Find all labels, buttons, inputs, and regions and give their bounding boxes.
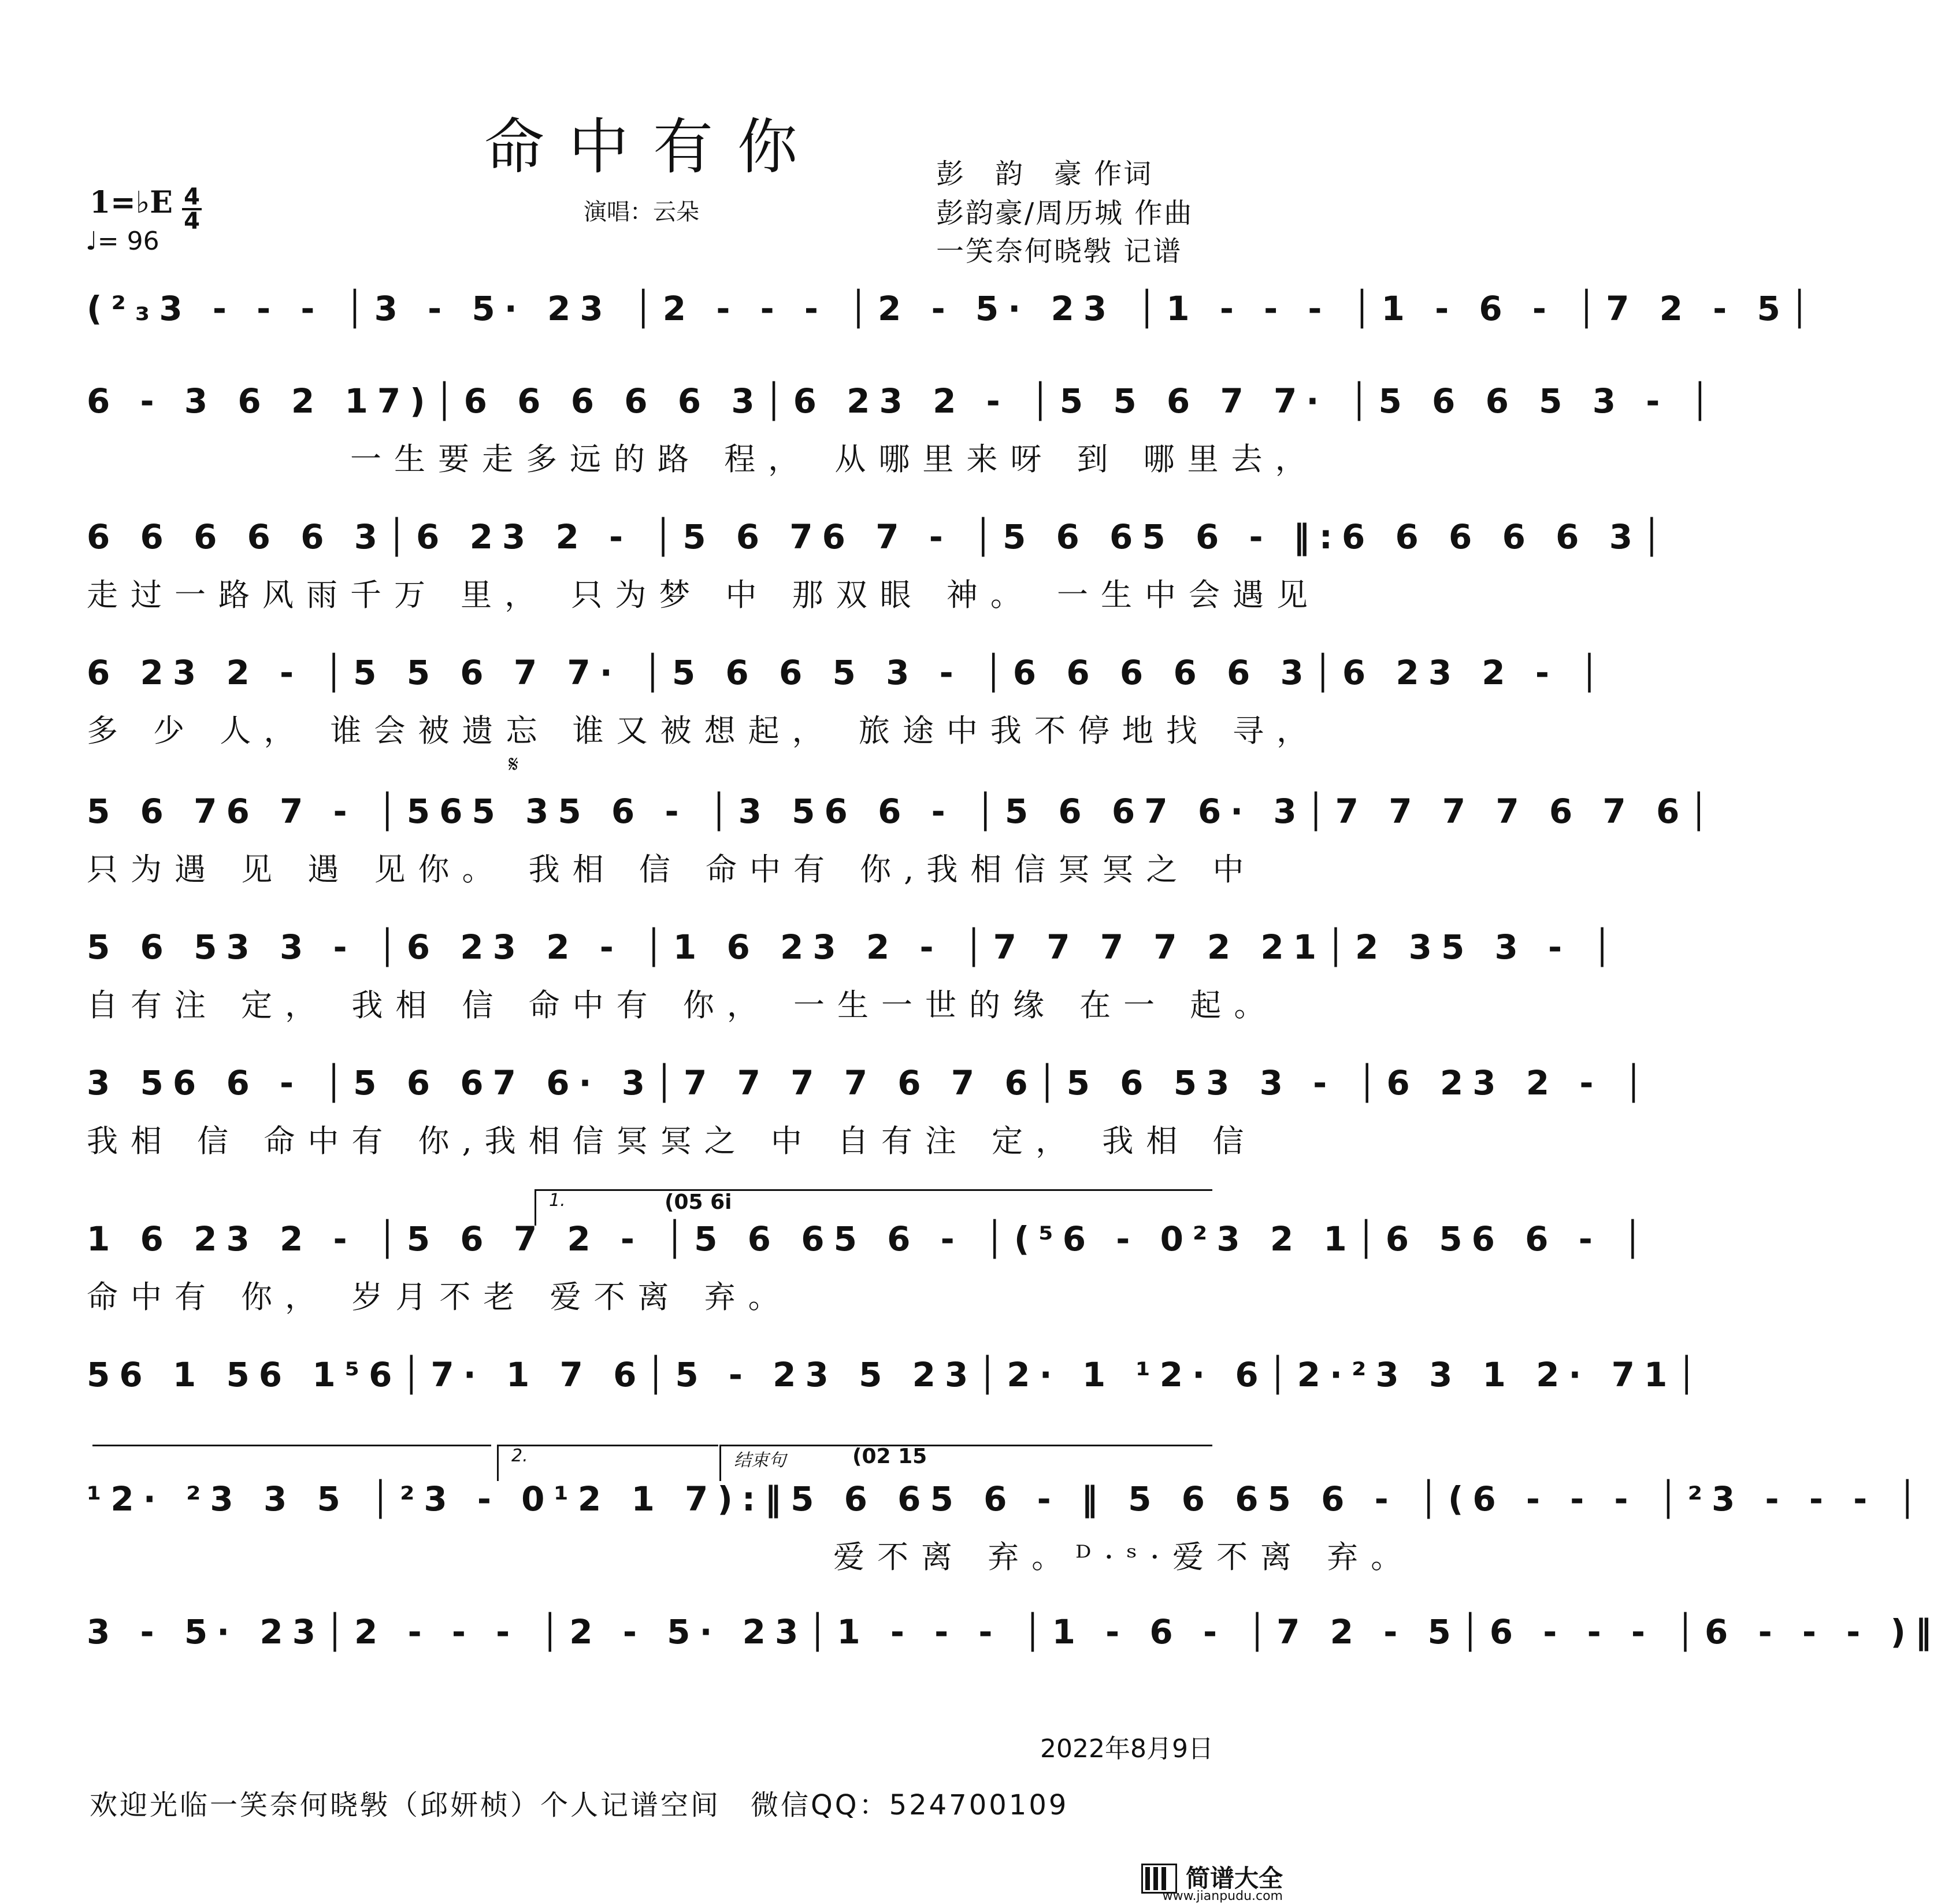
score-row-3 [87, 517, 1671, 633]
singer-credit: 演唱：云朵 [584, 199, 699, 225]
composer-credit: 彭韵豪/周历城 作曲 [936, 197, 1194, 229]
score-row-5 [87, 792, 1719, 907]
score-row-2 [87, 381, 1720, 497]
row-notes: 6 23 2 - │5 5 6 7 7· │5 6 6 5 3 - │6 6 6 6 6 3│6 23 2 - │ [87, 653, 1609, 692]
volta-2-label: 2. [511, 1446, 528, 1466]
footer-note: 欢迎光临一笑奈何晓斅（邱妍桢）个人记谱空间 微信QQ：524700109 [90, 1789, 1069, 1821]
row-notes: 3 56 6 - │5 6 67 6· 3│7 7 7 7 6 7 6│5 6 53 3 - │6 23 2 - │ [87, 1063, 1653, 1103]
logo-url: www.jianpudu.com [1162, 1889, 1283, 1903]
ending-label: 结束句 [734, 1450, 786, 1471]
tempo-marking: ♩= 96 [86, 227, 159, 256]
row-notes: 56 1 56 1⁵6│7· 1 7 6│5 - 23 5 23│2· 1 ¹2· 6│2·²3 3 1 2· 71│ [87, 1355, 1706, 1394]
volta-1-label: 1. [549, 1190, 566, 1211]
row-lyrics: 多 少 人， 谁会被遗忘 谁又被想起， 旅途中我不停地找 寻， [87, 712, 1320, 749]
logo-text: 简谱大全 [1185, 1864, 1283, 1892]
transcriber-credit: 一笑奈何晓斅 记谱 [936, 235, 1183, 268]
score-row-8 [87, 1219, 1652, 1335]
pickup-notes-2: (02 15 [852, 1445, 927, 1468]
row-notes: 5 6 76 7 - │565 35 6 - │3 56 6 - │5 6 67 6· 3│7 7 7 7 6 7 6│ [87, 792, 1719, 831]
time-signature-bottom: 4 [184, 208, 200, 235]
ending-bracket [719, 1445, 1212, 1481]
row-notes: ¹2· ²3 3 5 │²3 - 0¹2 1 7):‖5 6 65 6 - ‖ 5 6 65 6 - │(6 - - - │²3 - - - │ [87, 1479, 1927, 1519]
volta-2-bracket [497, 1445, 718, 1481]
score-row-11 [87, 1612, 1941, 1728]
segno-sign: 𝄋 [509, 751, 519, 778]
row-notes: (²₃3 - - - │3 - 5· 23 │2 - - - │2 - 5· 23 │1 - - - │1 - 6 - │7 2 - 5│ [87, 289, 1819, 328]
row-lyrics: 爱不离 弃。ᴰ·ˢ·爱不离 弃。 [87, 1539, 1415, 1575]
row-lyrics: 只为遇 见 遇 见你。 我相 信 命中有 你,我相信冥冥之 中 [87, 851, 1257, 888]
lyricist-credit: 彭 韵 豪 作词 [936, 158, 1153, 190]
time-signature-top: 4 [184, 184, 200, 210]
row-lyrics: 我相 信 命中有 你,我相信冥冥之 中 自有注 定， 我相 信 [87, 1123, 1257, 1159]
row-lyrics: 自有注 定， 我相 信 命中有 你， 一生一世的缘 在一 起。 [87, 987, 1278, 1023]
score-row-4 [87, 653, 1609, 769]
row-notes: 6 6 6 6 6 3│6 23 2 - │5 6 76 7 - │5 6 65 6 - ‖:6 6 6 6 6 3│ [87, 517, 1671, 556]
site-logo [1141, 1864, 1283, 1903]
song-title: 命中有你 [484, 112, 822, 182]
score-row-7 [87, 1063, 1653, 1179]
score-row-10 [87, 1479, 1927, 1595]
row-lyrics: 一生要走多远的路 程， 从哪里来呀 到 哪里去， [87, 441, 1319, 477]
score-row-6 [87, 927, 1622, 1043]
date-stamp: 2022年8月9日 [1040, 1734, 1213, 1764]
time-signature [182, 184, 202, 235]
row-notes: 5 6 53 3 - │6 23 2 - │1 6 23 2 - │7 7 7 7 2 21│2 35 3 - │ [87, 927, 1622, 967]
row-notes: 6 - 3 6 2 17)│6 6 6 6 6 3│6 23 2 - │5 5 6 7 7· │5 6 6 5 3 - │ [87, 381, 1720, 421]
row-notes: 3 - 5· 23│2 - - - │2 - 5· 23│1 - - - │1 - 6 - │7 2 - 5│6 - - - │6 - - - )‖ [87, 1612, 1941, 1651]
row-lyrics: 命中有 你， 岁月不老 爱不离 弃。 [87, 1279, 792, 1315]
pickup-notes: (05 6i [665, 1190, 732, 1214]
row-notes: 1 6 23 2 - │5 6 7 2 - │5 6 65 6 - │(⁵6 - 0²3 2 1│6 56 6 - │ [87, 1219, 1652, 1259]
key-signature: 1=♭E [90, 185, 173, 220]
repeat-bracket [92, 1445, 491, 1481]
row-lyrics: 走过一路风雨千万 里， 只为梦 中 那双眼 神。 一生中会遇见 [87, 577, 1320, 613]
